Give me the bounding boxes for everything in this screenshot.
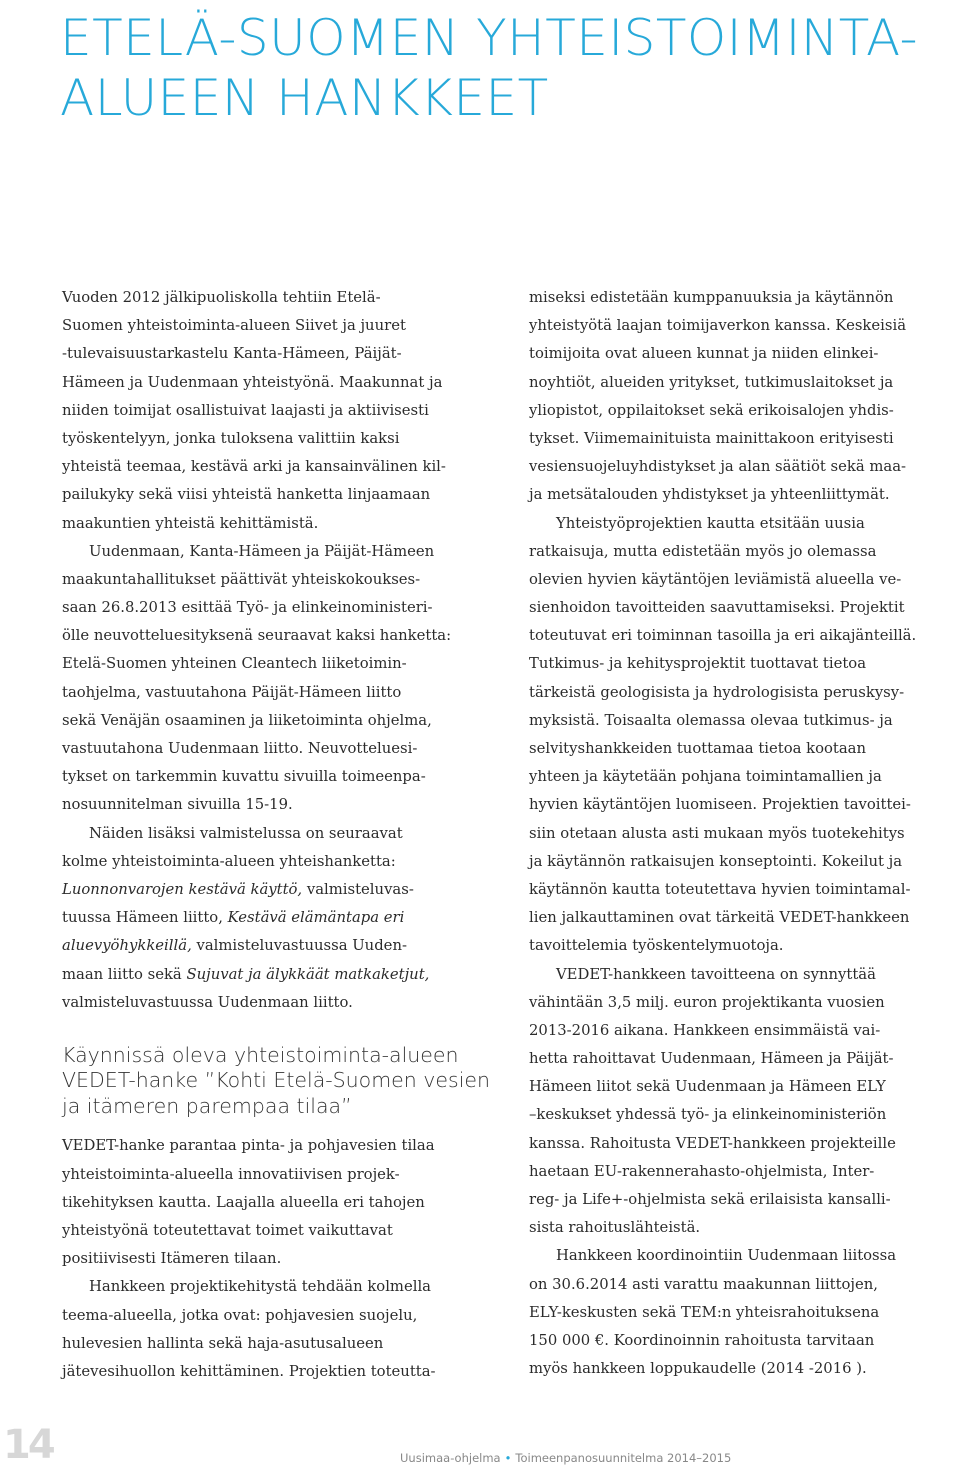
- text-line: myksistä. Toisaalta olemassa olevaa tutkimus- ja: [529, 711, 893, 729]
- text-line: Tutkimus- ja kehitysprojektit tuottavat tietoa: [529, 655, 867, 673]
- text-line: hyvien käytäntöjen luomiseen. Projektien tavoittei-: [529, 796, 911, 814]
- text-line: 2013-2016 aikana. Hankkeen ensimmäistä vai-: [529, 1021, 881, 1039]
- text-line: maakuntahallitukset päättivät yhteiskokoukses-: [62, 570, 421, 588]
- text-line: yliopistot, oppilaitokset sekä erikoisalojen yhdis-: [529, 401, 894, 419]
- text-line: tikehityksen kautta. Laajalla alueella eri tahojen: [62, 1193, 425, 1211]
- text-line: yhteen ja käytetään pohjana toimintamallien ja: [529, 768, 882, 786]
- footer-separator: •: [504, 1451, 512, 1465]
- text-line: tavoittelemia työskentelymuotoja.: [529, 937, 784, 955]
- text-line: työskentelyyn, jonka tuloksena valittiin kaksi: [62, 429, 400, 447]
- text-line: vähintään 3,5 milj. euron projektikanta vuosien: [529, 993, 885, 1011]
- italic-project-name: Sujuvat ja älykkäät matkaketjut,: [186, 965, 430, 983]
- text-line: Näiden lisäksi valmistelussa on seuraavat: [89, 824, 403, 842]
- text-line: Hankkeen koordinointiin Uudenmaan liitossa: [556, 1247, 897, 1265]
- text-line: lien jalkauttaminen ovat tärkeitä VEDET-hankkeen: [529, 909, 910, 927]
- text-line: VEDET-hankkeen tavoitteena on synnyttää: [556, 965, 876, 983]
- italic-project-name: Luonnonvarojen kestävä käyttö,: [62, 880, 303, 898]
- text-line: ELY-keskusten sekä TEM:n yhteisrahoituksena: [529, 1303, 880, 1321]
- text-line: ja käytännön ratkaisujen konseptointi. Kokeilut ja: [529, 852, 903, 870]
- page-title-line: ALUEEN HANKKEET: [60, 69, 549, 127]
- text-line: ja metsätalouden yhdistykset ja yhteenliittymät.: [529, 486, 890, 504]
- text-fragment: valmisteluvas-: [302, 880, 414, 898]
- text-line: tärkeistä geologisista ja hydrologisista peruskysy-: [529, 683, 905, 701]
- text-line: sienhoidon tavoitteiden saavuttamiseksi. Projektit: [529, 599, 905, 617]
- text-line: noyhtiöt, alueiden yritykset, tutkimuslaitokset ja: [529, 373, 894, 391]
- text-line: kolme yhteistoiminta-alueen yhteishanketta:: [62, 852, 396, 870]
- text-line: positiivisesti Itämeren tilaan.: [62, 1250, 282, 1268]
- text-line: hetta rahoittavat Uudenmaan, Hämeen ja Päijät-: [529, 1050, 894, 1068]
- italic-project-name: aluevyöhykkeillä,: [62, 937, 192, 955]
- text-line: tykset on tarkemmin kuvattu sivuilla toimeenpa-: [62, 768, 426, 786]
- section-subheading: [62, 1043, 492, 1120]
- text-line: niiden toimijat osallistuivat laajasti ja aktiivisesti: [62, 401, 429, 419]
- text-line: taohjelma, vastuutahona Päijät-Hämeen liitto: [62, 683, 402, 701]
- text-line: Hämeen ja Uudenmaan yhteistyönä. Maakunnat ja: [62, 373, 443, 391]
- text-line: vesiensuojeluyhdistykset ja alan säätiöt sekä maa-: [529, 458, 907, 476]
- text-line: [62, 961, 492, 989]
- paragraph-vedet-intro: [62, 1132, 492, 1273]
- text-line: jätevesihuollon kehittäminen. Projektien toteutta-: [62, 1362, 436, 1380]
- subheading-line: Käynnissä oleva yhteistoiminta-alueen: [62, 1042, 459, 1067]
- paragraph-decision: [62, 538, 492, 820]
- italic-project-name: Kestävä elämäntapa eri: [227, 909, 405, 927]
- page-footer: [400, 1451, 731, 1465]
- text-line: miseksi edistetään kumppanuuksia ja käytännön: [529, 289, 894, 306]
- text-line: hulevesien hallinta sekä haja-asutusalueen: [62, 1334, 384, 1352]
- text-line: maakuntien yhteistä kehittämistä.: [62, 514, 319, 532]
- text-line: Hämeen liitot sekä Uudenmaan ja Hämeen ELY: [529, 1078, 886, 1096]
- text-line: yhteistyötä laajan toimijaverkon kanssa. Keskeisiä: [529, 317, 907, 335]
- text-line: Etelä-Suomen yhteinen Cleantech liiketoimin-: [62, 655, 407, 673]
- right-column: [529, 284, 949, 1383]
- paragraph-funding: [529, 961, 949, 1243]
- text-line: kanssa. Rahoitusta VEDET-hankkeen projekteille: [529, 1134, 896, 1152]
- text-fragment: tuussa Hämeen liitto,: [62, 909, 228, 927]
- text-line: vastuutahona Uudenmaan liitto. Neuvotteluesi-: [62, 740, 418, 757]
- text-line: pailukyky sekä viisi yhteistä hanketta linjaamaan: [62, 486, 431, 504]
- text-line: olevien hyvien käytäntöjen leviämistä alueella ve-: [529, 570, 902, 588]
- text-line: Uudenmaan, Kanta-Hämeen ja Päijät-Hämeen: [89, 542, 435, 560]
- text-line: –keskukset yhdessä työ- ja elinkeinoministeriön: [529, 1106, 887, 1124]
- text-line: selvityshankkeiden tuottamaa tietoa kootaan: [529, 740, 867, 757]
- page-title-line: ETELÄ-SUOMEN YHTEISTOIMINTA-: [60, 9, 919, 67]
- text-line: myös hankkeen loppukaudelle (2014 -2016 ).: [529, 1360, 867, 1378]
- text-line: haetaan EU-rakennerahasto-ohjelmista, Inter-: [529, 1162, 875, 1180]
- paragraph-partners: [529, 284, 949, 510]
- text-line: yhteistä teemaa, kestävä arki ja kansainvälinen kil-: [62, 458, 446, 476]
- text-line: saan 26.8.2013 esittää Työ- ja elinkeinoministeri-: [62, 599, 433, 617]
- text-line: on 30.6.2014 asti varattu maakunnan liittojen,: [529, 1275, 879, 1293]
- text-line: toimijoita ovat alueen kunnat ja niiden elinkei-: [529, 345, 879, 363]
- text-line: valmisteluvastuussa Uudenmaan liitto.: [62, 993, 353, 1011]
- subheading-line: ja itämeren parempaa tilaa”: [62, 1093, 352, 1118]
- text-line: tykset. Viimemainituista mainittakoon erityisesti: [529, 429, 894, 447]
- text-line: ratkaisuja, mutta edistetään myös jo olemassa: [529, 542, 877, 560]
- text-line: yhteistoiminta-alueella innovatiivisen projek-: [62, 1165, 400, 1183]
- subheading-line: VEDET-hanke ”Kohti Etelä-Suomen vesien: [62, 1068, 491, 1093]
- text-line: käytännön kautta toteutettava hyvien toimintamal-: [529, 880, 911, 898]
- text-line: Hankkeen projektikehitystä tehdään kolmella: [89, 1278, 431, 1296]
- page-title: [60, 8, 940, 128]
- text-line: reg- ja Life+-ohjelmista sekä erilaisista kansalli-: [529, 1191, 891, 1208]
- text-line: teema-alueella, jotka ovat: pohjavesien suojelu,: [62, 1306, 418, 1324]
- text-line: nosuunnitelman sivuilla 15-19.: [62, 796, 293, 814]
- text-line: [62, 904, 492, 932]
- text-line: sista rahoituslähteistä.: [529, 1219, 701, 1237]
- left-column: [62, 284, 492, 1386]
- text-line: toteutuvat eri toiminnan tasoilla ja eri aikajänteillä.: [529, 627, 917, 645]
- page-number: 14: [3, 1422, 53, 1468]
- text-fragment: maan liitto sekä: [62, 965, 187, 983]
- footer-plan: Toimeenpanosuunnitelma 2014–2015: [515, 1451, 732, 1465]
- paragraph-theme-areas: [62, 1273, 492, 1386]
- text-line: [62, 932, 492, 960]
- footer-program: Uusimaa-ohjelma: [400, 1451, 501, 1465]
- text-line: sekä Venäjän osaaminen ja liiketoiminta ohjelma,: [62, 711, 432, 729]
- text-line: -tulevaisuustarkastelu Kanta-Hämeen, Päijät-: [62, 345, 402, 363]
- paragraph-joint-projects: [62, 820, 492, 1017]
- text-line: Vuoden 2012 jälkipuoliskolla tehtiin Etelä-: [62, 289, 381, 306]
- text-line: 150 000 €. Koordinoinnin rahoitusta tarvitaan: [529, 1331, 875, 1349]
- text-line: VEDET-hanke parantaa pinta- ja pohjavesien tilaa: [62, 1137, 435, 1155]
- paragraph-coordination: [529, 1242, 949, 1383]
- text-line: Yhteistyöprojektien kautta etsitään uusia: [556, 514, 865, 532]
- text-line: siin otetaan alusta asti mukaan myös tuotekehitys: [529, 824, 905, 842]
- text-line: yhteistyönä toteutettavat toimet vaikuttavat: [62, 1221, 393, 1239]
- text-line: ölle neuvotteluesityksenä seuraavat kaksi hanketta:: [62, 627, 452, 645]
- text-fragment: valmisteluvastuussa Uuden-: [191, 937, 407, 955]
- text-line: [62, 876, 492, 904]
- paragraph-solutions: [529, 510, 949, 961]
- text-line: Suomen yhteistoiminta-alueen Siivet ja juuret: [62, 317, 406, 335]
- paragraph-intro: [62, 284, 492, 538]
